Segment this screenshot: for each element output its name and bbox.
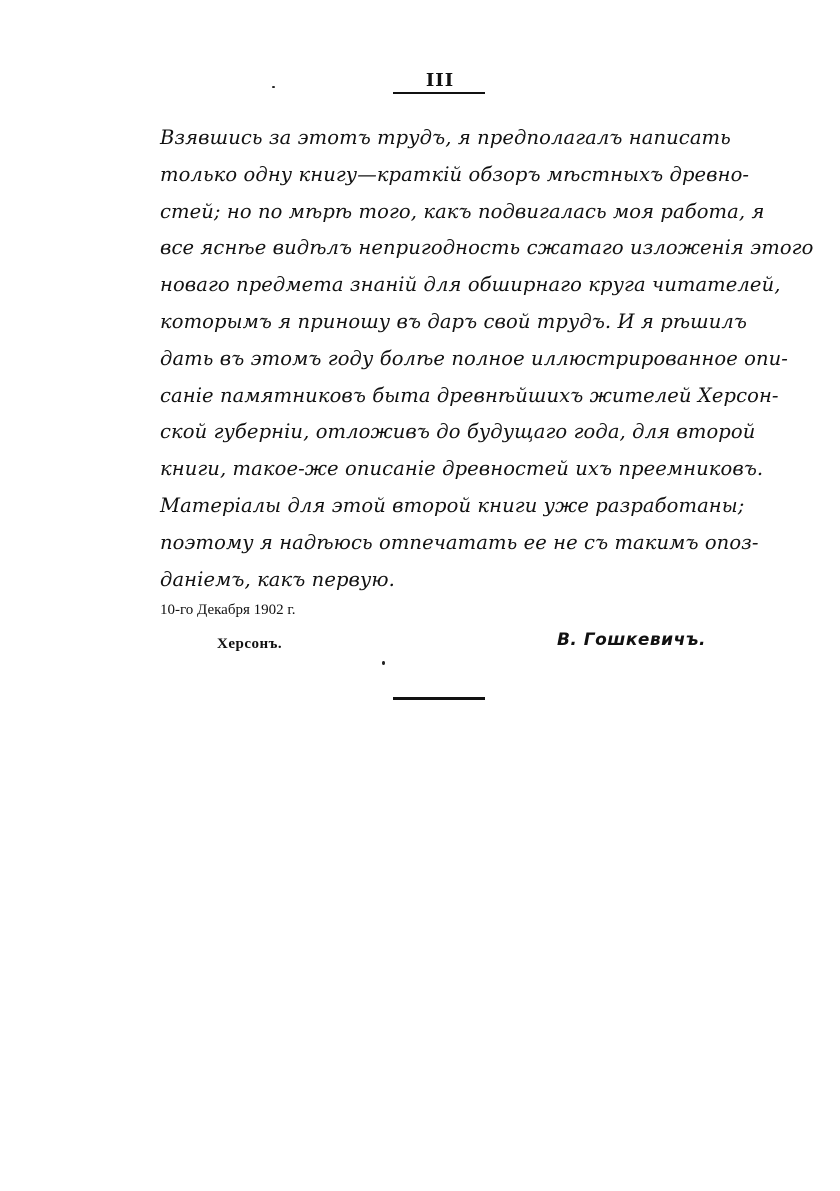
- text-line: только одну книгу—краткій обзоръ мѣстныхъ древно-: [160, 162, 750, 186]
- author-signature: В. Гошкевичъ.: [556, 630, 706, 650]
- text-line: стей; но по мѣрѣ того, какъ подвигалась моя работа, я: [160, 199, 765, 223]
- text-line: дать въ этомъ году болѣе полное иллюстрированное опи-: [160, 346, 788, 370]
- header-rule: [393, 92, 485, 94]
- closing-rule: [393, 697, 485, 700]
- text-line: новаго предмета знаній для обширнаго круга читателей,: [160, 273, 781, 297]
- text-line: Матеріалы для этой второй книги уже разработаны;: [160, 493, 745, 517]
- text-line: книги, такое-же описаніе древностей ихъ преемниковъ.: [160, 457, 764, 481]
- date-line: 10-го Декабря 1902 г.: [160, 602, 296, 618]
- page-number: III: [425, 70, 455, 91]
- text-line: саніе памятниковъ быта древнѣйшихъ жителей Херсон-: [160, 383, 779, 407]
- ink-speck: [382, 661, 385, 665]
- text-line: ской губерніи, отложивъ до будущаго года, для второй: [160, 420, 756, 444]
- place-name: Херсонъ.: [217, 636, 283, 652]
- text-line: поэтому я надѣюсь отпечатать ее не съ такимъ опоз-: [160, 530, 759, 554]
- ink-speck: [272, 86, 275, 88]
- text-line: даніемъ, какъ первую.: [160, 567, 395, 591]
- preface-paragraph: [160, 120, 814, 598]
- text-line: Взявшись за этотъ трудъ, я предполагалъ написать: [160, 126, 731, 149]
- text-line: которымъ я приношу въ даръ свой трудъ. И я рѣшилъ: [160, 309, 747, 333]
- text-line: все яснѣе видѣлъ непригодность сжатаго изложенія этого: [160, 236, 814, 260]
